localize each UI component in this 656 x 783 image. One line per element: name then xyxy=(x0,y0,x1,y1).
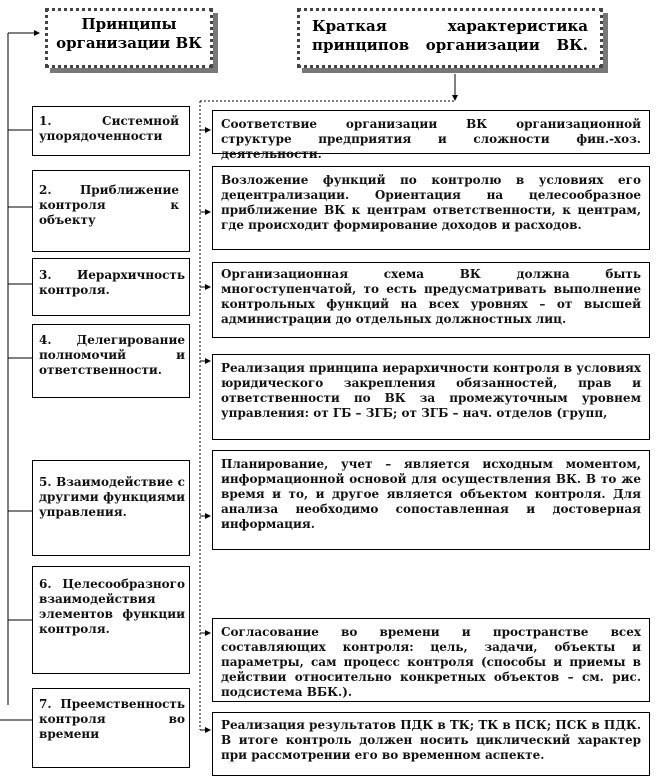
principle-box-7 xyxy=(32,688,190,768)
description-text-6: Согласование во времени и пространстве всех составляющих контроля: цель, задачи, объекты и параметры, сам процесс контроля (способы и приемы в действии относительно конкретных объектов – см. рис. подсистема ВБК.). xyxy=(221,625,641,699)
principle-box-5 xyxy=(32,460,190,556)
header-characteristics-text: Краткая характеристика принципов организации ВК. xyxy=(312,17,588,54)
header-principles xyxy=(45,8,213,68)
principle-label-7: 7. Преемственность контроля во времени xyxy=(39,697,185,741)
header-principles-text: Принципы организации ВК xyxy=(56,15,202,52)
description-box-5 xyxy=(212,450,650,550)
description-box-4 xyxy=(212,354,650,440)
principle-box-6 xyxy=(32,566,190,674)
description-box-1 xyxy=(212,110,650,161)
principle-label-5: 5. Взаимодействие с другими функциями управления. xyxy=(39,475,185,519)
description-text-1: Соответствие организации ВК организационной структуре предприятия и сложности фин.-хоз. деятельности. xyxy=(221,117,641,161)
description-box-6 xyxy=(212,618,650,702)
description-text-7: Реализация результатов ПДК в ТК; ТК в ПСК; ПСК в ПДК. В итоге контроль должен носить циклический характер при рассмотрении его во временном аспекте. xyxy=(221,718,641,762)
description-box-2 xyxy=(212,166,650,250)
header-characteristics xyxy=(297,8,603,68)
principle-label-3: 3. Иерархичность контроля. xyxy=(39,268,185,297)
description-text-4: Реализация принципа иерархичности контроля в условиях юридического закрепления обязанностей, прав и ответственности по ВК за промежуточным уровнем управления: от ГБ – ЗГБ; от ЗГБ – нач. отделов (групп, xyxy=(221,361,641,420)
principle-label-2: 2. Приближение контроля к объекту xyxy=(39,183,179,227)
principle-box-1 xyxy=(32,106,190,156)
description-text-3: Организационная схема ВК должна быть многоступенчатой, то есть предусматривать выполнение контрольных функций на всех уровнях – от высшей администрации до отдельных должностных лиц. xyxy=(221,267,641,326)
principle-box-2 xyxy=(32,170,190,252)
principle-label-6: 6. Целесообразного взаимодействия элементов функции контроля. xyxy=(39,577,185,636)
description-box-3 xyxy=(212,262,650,338)
description-text-2: Возложение функций по контролю в условиях его децентрализации. Ориентация на целесообразное приближение ВК к центрам ответственности, к центрам, где происходит формирование доходов и расходов. xyxy=(221,173,641,232)
description-box-7 xyxy=(212,712,650,776)
description-text-5: Планирование, учет – является исходным моментом, информационной основой для осуществления ВК. В то же время и то, и другое является объектом контроля. Для анализа необходимо сопоставленная и достоверная информация. xyxy=(221,457,641,531)
principle-box-4 xyxy=(32,324,190,398)
principle-label-4: 4. Делегирование полномочий и ответственности. xyxy=(39,333,185,377)
principle-box-3 xyxy=(32,258,190,316)
principle-label-1: 1. Системной упорядоченности xyxy=(39,114,179,143)
